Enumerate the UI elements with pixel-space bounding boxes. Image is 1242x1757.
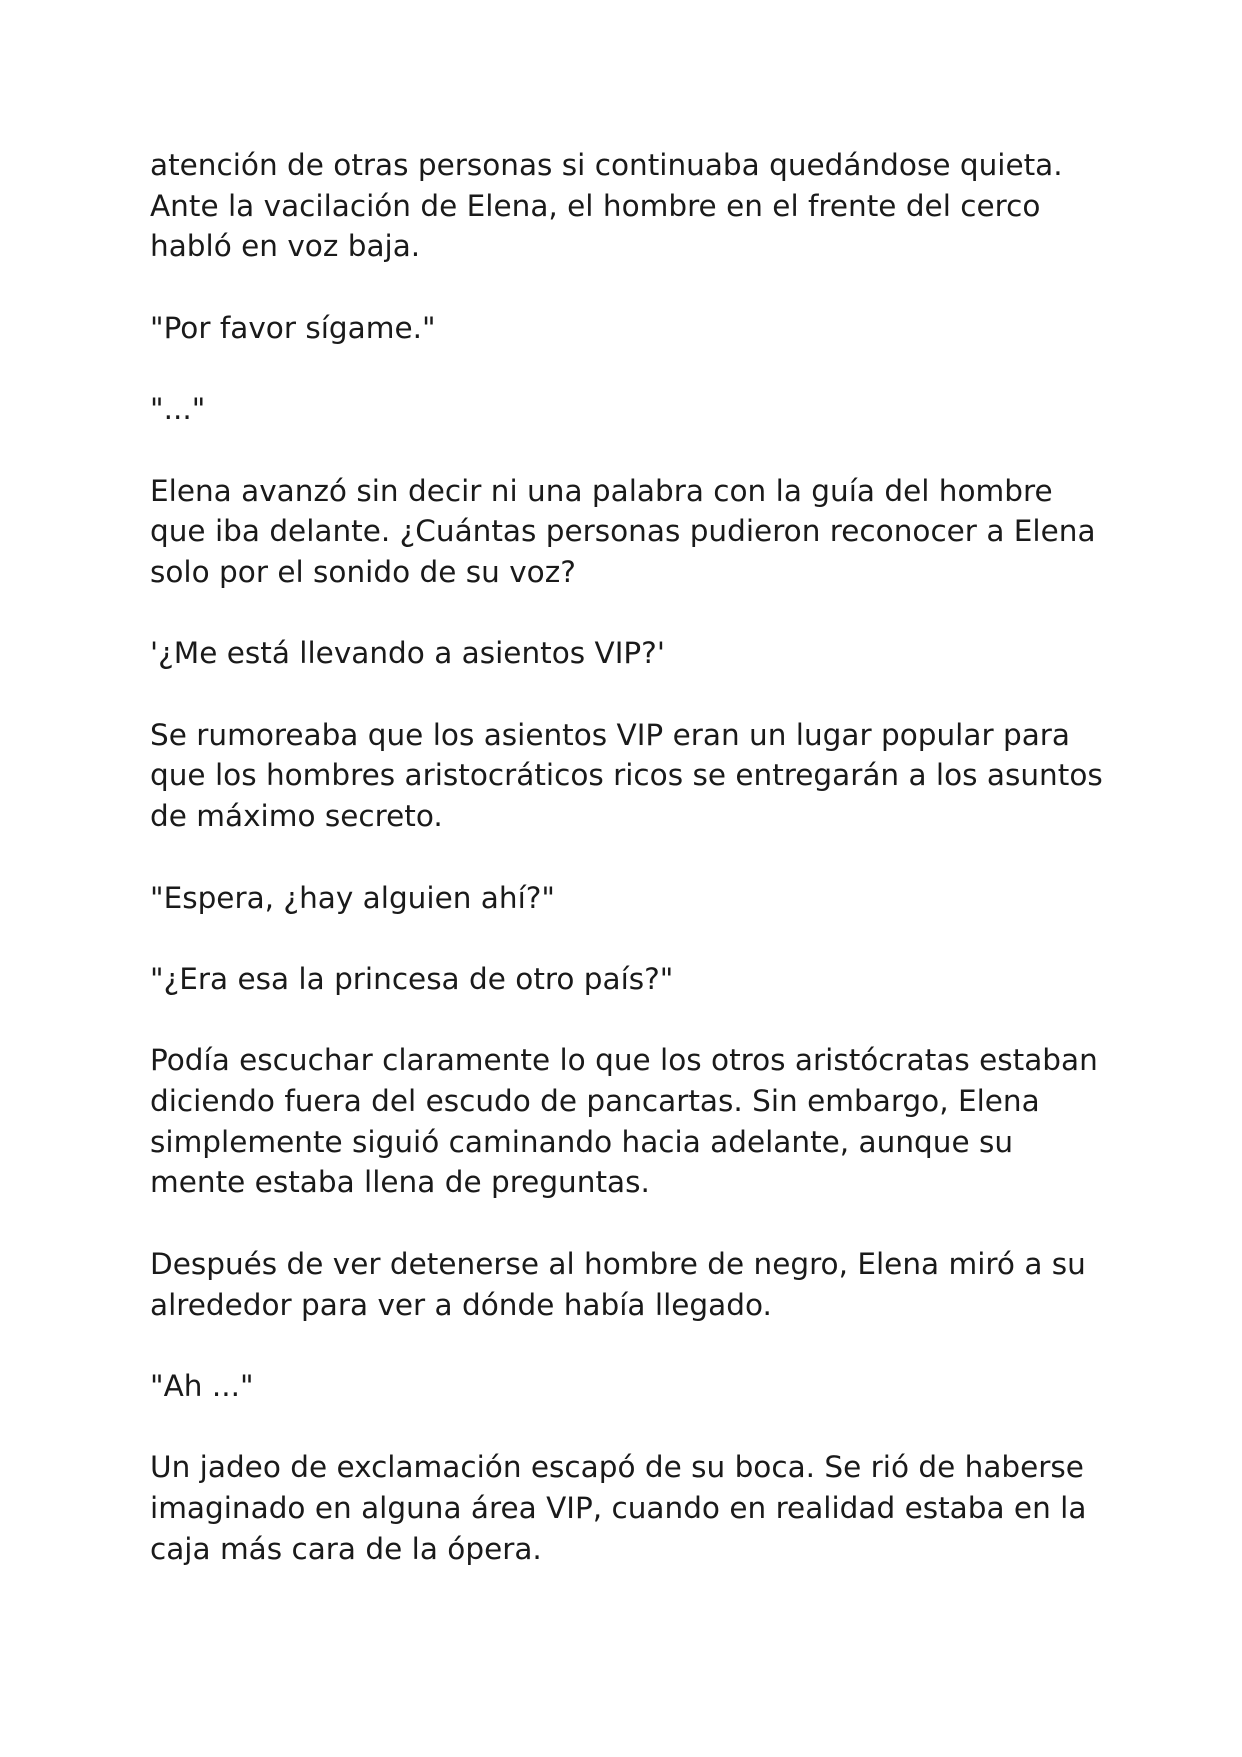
- paragraph: [150, 1040, 1150, 1203]
- text-line: Un jadeo de exclamación escapó de su boca. Se rió de haberse: [150, 1450, 1084, 1485]
- text-line: Ante la vacilación de Elena, el hombre en el frente del cerco: [150, 188, 1041, 223]
- paragraph: [150, 389, 1150, 430]
- text-line: mente estaba llena de preguntas.: [150, 1165, 650, 1200]
- text-line: de máximo secreto.: [150, 799, 443, 834]
- text-line: '¿Me está llevando a asientos VIP?': [150, 636, 665, 671]
- text-line: atención de otras personas si continuaba quedándose quieta.: [150, 148, 1063, 182]
- text-line: Elena avanzó sin decir ni una palabra con la guía del hombre: [150, 473, 1053, 508]
- paragraph: [150, 715, 1150, 837]
- paragraph: [150, 1366, 1150, 1407]
- paragraph: [150, 308, 1150, 349]
- text-line: Podía escuchar claramente lo que los otros aristócratas estaban: [150, 1043, 1098, 1078]
- document-page: [150, 145, 1150, 1610]
- text-line: imaginado en alguna área VIP, cuando en realidad estaba en la: [150, 1491, 1087, 1526]
- paragraph: [150, 633, 1150, 674]
- text-line: que iba delante. ¿Cuántas personas pudieron reconocer a Elena: [150, 514, 1096, 549]
- text-line: simplemente siguió caminando hacia adelante, aunque su: [150, 1124, 1014, 1159]
- text-line: que los hombres aristocráticos ricos se entregarán a los asuntos: [150, 758, 1103, 793]
- paragraph: [150, 145, 1150, 267]
- text-line: solo por el sonido de su voz?: [150, 554, 576, 589]
- text-line: habló en voz baja.: [150, 229, 421, 264]
- paragraph: [150, 1447, 1150, 1569]
- paragraph: [150, 471, 1150, 593]
- paragraph: [150, 878, 1150, 919]
- text-line: "Espera, ¿hay alguien ahí?": [150, 880, 555, 915]
- text-line: "...": [150, 392, 206, 427]
- text-line: "Ah ...": [150, 1368, 254, 1403]
- paragraph: [150, 1244, 1150, 1325]
- text-line: "¿Era esa la princesa de otro país?": [150, 961, 674, 996]
- text-line: diciendo fuera del escudo de pancartas. Sin embargo, Elena: [150, 1084, 1040, 1119]
- text-line: alrededor para ver a dónde había llegado.: [150, 1287, 772, 1322]
- text-line: caja más cara de la ópera.: [150, 1531, 542, 1566]
- paragraph: [150, 959, 1150, 1000]
- text-line: Se rumoreaba que los asientos VIP eran un lugar popular para: [150, 717, 1070, 752]
- text-line: Después de ver detenerse al hombre de negro, Elena miró a su: [150, 1246, 1086, 1281]
- text-line: "Por favor sígame.": [150, 310, 436, 345]
